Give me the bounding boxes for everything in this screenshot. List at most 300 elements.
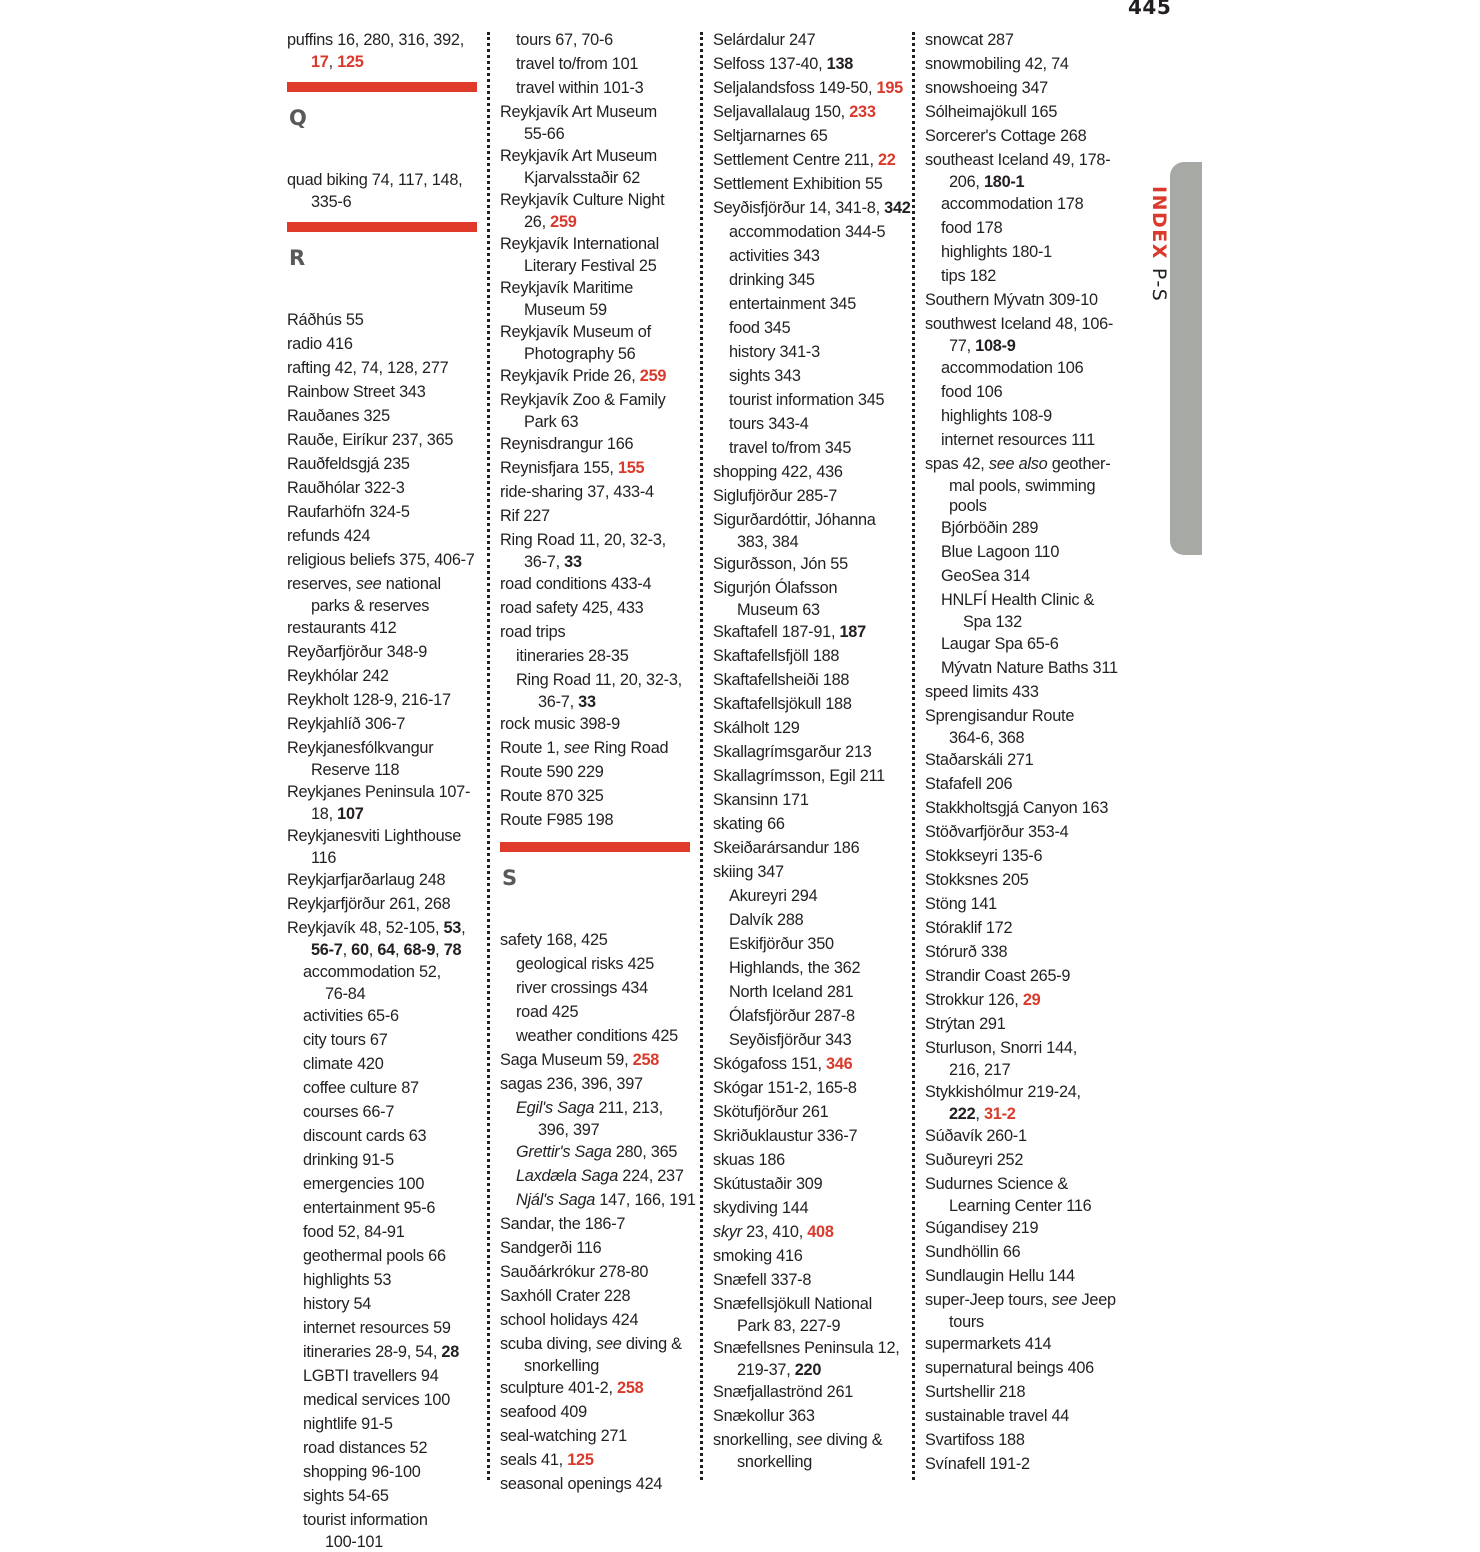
entry-line [500, 388, 705, 412]
entry-text: seals 41, [500, 1451, 568, 1469]
entry-text: Dalvík 288 [729, 911, 804, 929]
entry-line [713, 600, 918, 620]
index-entry [713, 52, 918, 76]
entry-line [713, 1244, 918, 1268]
index-entry [500, 928, 705, 952]
entry-line [500, 1472, 705, 1496]
entry-line [925, 76, 1130, 100]
entry-line [500, 928, 705, 952]
entry-text: itineraries 28-35 [516, 647, 629, 665]
entry-text: Strandir Coast 265-9 [925, 967, 1071, 985]
entry-text: Reynisdrangur 166 [500, 435, 634, 453]
entry-line [287, 1316, 492, 1340]
entry-text: Southern Mývatn 309-10 [925, 291, 1098, 309]
entry-text: Stafafell 206 [925, 775, 1013, 793]
index-subentry [500, 644, 705, 668]
entry-line [287, 192, 492, 212]
entry-text: 26, [524, 213, 551, 231]
entry-line [500, 1400, 705, 1424]
entry-text: Súðavík 260-1 [925, 1127, 1027, 1145]
entry-line [500, 100, 705, 124]
entry-text: Sigurðsson, Jón 55 [713, 555, 848, 573]
index-subentry [925, 380, 1130, 404]
index-subentry [713, 244, 918, 268]
entry-text: Sorcerer's Cottage 268 [925, 127, 1087, 145]
index-entry [500, 1236, 705, 1260]
bold-page-ref: 107 [337, 805, 364, 823]
entry-line [500, 1424, 705, 1448]
index-entry [925, 892, 1130, 916]
entry-text: Rauðhólar 322-3 [287, 479, 405, 497]
entry-text: 36-7, [524, 553, 565, 571]
bold-page-ref: 64 [377, 941, 395, 959]
entry-line [287, 1004, 492, 1028]
index-entry [713, 740, 918, 764]
entry-line [287, 1244, 492, 1268]
entry-text: Saxhóll Crater 228 [500, 1287, 631, 1305]
index-entry [925, 916, 1130, 940]
entry-text: Sundlaugin Hellu 144 [925, 1267, 1075, 1285]
entry-line [713, 1292, 918, 1316]
entry-line [500, 1048, 705, 1072]
index-entry [500, 456, 705, 480]
entry-text: Snæfellsnes Peninsula 12, [713, 1339, 900, 1357]
entry-text: Kjarvalsstaðir 62 [524, 169, 641, 187]
index-subentry [713, 980, 918, 1004]
entry-text: 335-6 [311, 193, 352, 211]
index-entry [713, 1380, 918, 1404]
index-entry [500, 432, 705, 456]
entry-text: weather conditions 425 [516, 1027, 678, 1045]
entry-line [925, 632, 1130, 656]
entry-line [925, 336, 1130, 356]
index-entry [925, 1428, 1130, 1452]
index-entry [287, 640, 492, 664]
entry-text: nightlife 91-5 [303, 1415, 393, 1433]
entry-line [713, 1336, 918, 1360]
entry-text: , [342, 941, 352, 959]
entry-line [713, 812, 918, 836]
entry-line [925, 868, 1130, 892]
entry-line [500, 808, 705, 832]
index-entry [713, 620, 918, 644]
index-subentry [500, 52, 705, 76]
entry-line [500, 1260, 705, 1284]
entry-line [500, 256, 705, 276]
entry-line [925, 1428, 1130, 1452]
entry-line [713, 620, 918, 644]
entry-line [925, 312, 1130, 336]
index-subentry [713, 884, 918, 908]
entry-line [925, 28, 1130, 52]
entry-text: Njál's Saga [516, 1191, 596, 1209]
entry-line [713, 52, 918, 76]
entry-text: internet resources 59 [303, 1319, 451, 1337]
index-subentry [713, 340, 918, 364]
index-column-2 [500, 28, 705, 1496]
entry-line [925, 428, 1130, 452]
entry-line [287, 572, 492, 596]
index-entry [287, 916, 492, 960]
entry-text: coffee culture 87 [303, 1079, 419, 1097]
entry-text: Reykjavík Culture Night [500, 191, 665, 209]
bold-page-ref: 220 [794, 1361, 822, 1379]
entry-text: Ráðhús 55 [287, 311, 364, 329]
index-subentry [287, 1148, 492, 1172]
entry-text: snorkelling, [713, 1431, 797, 1449]
index-subentry [287, 1412, 492, 1436]
index-entry [287, 356, 492, 380]
index-entry [925, 52, 1130, 76]
entry-line [500, 1140, 705, 1164]
index-entry [287, 308, 492, 332]
index-subentry [500, 1164, 705, 1188]
entry-text: Snæfjallaströnd 261 [713, 1383, 854, 1401]
index-entry [500, 276, 705, 320]
entry-line [287, 308, 492, 332]
entry-line [925, 656, 1130, 680]
section-letter: Q [289, 106, 307, 130]
index-entry [925, 148, 1130, 192]
entry-text: 216, 217 [949, 1061, 1011, 1079]
entry-text: Akureyri 294 [729, 887, 818, 905]
entry-line [925, 612, 1130, 632]
entry-line [925, 1148, 1130, 1172]
entry-text: snowcat 287 [925, 31, 1014, 49]
entry-text: Stöng 141 [925, 895, 997, 913]
index-subentry [713, 1004, 918, 1028]
index-entry [713, 764, 918, 788]
entry-text: Grettir's Saga [516, 1143, 612, 1161]
entry-text: mal pools, swimming [949, 477, 1096, 495]
index-entry [500, 100, 705, 144]
index-entry [713, 460, 918, 484]
index-subentry [713, 436, 918, 460]
map-page-ref: 258 [617, 1379, 644, 1397]
entry-text: 36-7, [538, 693, 579, 711]
entry-text: skating 66 [713, 815, 785, 833]
entry-line [713, 388, 918, 412]
entry-text: activities 65-6 [303, 1007, 399, 1025]
entry-text: Laxdæla Saga [516, 1167, 619, 1185]
index-entry [925, 28, 1130, 52]
entry-line [925, 772, 1130, 796]
index-subentry [287, 1484, 492, 1508]
index-entry [713, 100, 918, 124]
entry-text: reserves, [287, 575, 356, 593]
entry-line [500, 1308, 705, 1332]
entry-text: , [435, 941, 444, 959]
index-subentry [500, 1000, 705, 1024]
index-entry [287, 688, 492, 712]
entry-line [713, 1360, 918, 1380]
entry-line [500, 1236, 705, 1260]
entry-line [925, 564, 1130, 588]
entry-line [713, 508, 918, 532]
entry-line [500, 168, 705, 188]
index-entry [713, 1124, 918, 1148]
index-subentry [925, 656, 1130, 680]
entry-line [287, 1388, 492, 1412]
entry-text: Settlement Exhibition 55 [713, 175, 883, 193]
entry-text: Route 870 325 [500, 787, 604, 805]
index-entry [500, 784, 705, 808]
entry-text: Svínafell 191-2 [925, 1455, 1030, 1473]
entry-line [287, 1124, 492, 1148]
entry-text: sagas 236, 396, 397 [500, 1075, 643, 1093]
entry-text: accommodation 344-5 [729, 223, 886, 241]
entry-line [713, 956, 918, 980]
entry-text: Svartifoss 188 [925, 1431, 1025, 1449]
entry-text: Reykjavík Zoo & Family [500, 391, 666, 409]
entry-text: Ring Road 11, 20, 32-3, [500, 531, 666, 549]
entry-text: tours 67, 70-6 [516, 31, 613, 49]
entry-text: radio 416 [287, 335, 353, 353]
index-subentry [713, 388, 918, 412]
index-subentry [713, 956, 918, 980]
entry-text: Sandgerði 116 [500, 1239, 602, 1257]
entry-line [713, 644, 918, 668]
entry-line [287, 804, 492, 824]
index-subentry [287, 1028, 492, 1052]
entry-text: highlights 108-9 [941, 407, 1052, 425]
entry-line [287, 1436, 492, 1460]
index-entry [925, 844, 1130, 868]
entry-text: Ólafsfjörður 287-8 [729, 1007, 855, 1025]
index-entry [500, 572, 705, 596]
entry-text: Skaftafell 187-91, [713, 623, 840, 641]
entry-text: Mývatn Nature Baths 311 [941, 659, 1118, 677]
entry-line [925, 916, 1130, 940]
entry-text: Snækollur 363 [713, 1407, 815, 1425]
index-entry [713, 28, 918, 52]
entry-text: tours 343-4 [729, 415, 809, 433]
entry-text: 116 [311, 849, 337, 867]
index-subentry [500, 76, 705, 100]
entry-text: LGBTI travellers 94 [303, 1367, 439, 1385]
entry-line [713, 1076, 918, 1100]
entry-line [287, 476, 492, 500]
entry-line [925, 148, 1130, 172]
entry-line [500, 952, 705, 976]
entry-line [287, 1100, 492, 1124]
entry-line [713, 412, 918, 436]
entry-text: city tours 67 [303, 1031, 388, 1049]
entry-text: religious beliefs 375, 406-7 [287, 551, 475, 569]
entry-text: Sigurjón Ólafsson [713, 579, 838, 597]
entry-line [713, 1172, 918, 1196]
entry-line [713, 1268, 918, 1292]
entry-text: Reykjahlíð 306-7 [287, 715, 406, 733]
bold-page-ref: 342 [884, 199, 911, 217]
entry-line [500, 1120, 705, 1140]
entry-line [713, 1052, 918, 1076]
entry-text: see [1051, 1291, 1078, 1309]
entry-text: Reykjavík Art Museum [500, 147, 657, 165]
entry-text: snorkelling [524, 1357, 600, 1375]
entry-text: Skógar 151-2, 165-8 [713, 1079, 857, 1097]
index-entry [713, 1076, 918, 1100]
entry-line [287, 1076, 492, 1100]
entry-line [500, 412, 705, 432]
entry-text: tips 182 [941, 267, 997, 285]
entry-line [287, 500, 492, 524]
entry-line [500, 456, 705, 480]
index-entry [713, 1404, 918, 1428]
entry-line [713, 1196, 918, 1220]
index-subentry [925, 588, 1130, 632]
entry-text: Seljalandsfoss 149-50, [713, 79, 877, 97]
entry-line [500, 1096, 705, 1120]
entry-text: snorkelling [737, 1453, 813, 1471]
entry-text: southwest Iceland 48, 106- [925, 315, 1114, 333]
entry-text: Rauðanes 325 [287, 407, 390, 425]
index-entry [925, 1264, 1130, 1288]
section-letter: R [289, 246, 306, 270]
index-subentry [713, 412, 918, 436]
index-entry [287, 332, 492, 356]
entry-text: Siglufjörður 285-7 [713, 487, 838, 505]
entry-text: Reykjavík International [500, 235, 659, 253]
thumb-tab-range: P-S [1148, 267, 1170, 303]
index-entry [713, 1196, 918, 1220]
entry-text: highlights 53 [303, 1271, 392, 1289]
bold-page-ref: 187 [839, 623, 866, 641]
entry-line [287, 1292, 492, 1316]
entry-text: Skaftafellsjökull 188 [713, 695, 852, 713]
page-number: 445 [1128, 0, 1172, 19]
entry-line [500, 480, 705, 504]
index-entry [925, 124, 1130, 148]
index-column-4 [925, 28, 1130, 1476]
entry-line [925, 216, 1130, 240]
entry-line [287, 780, 492, 804]
entry-line [925, 1404, 1130, 1428]
index-entry [925, 680, 1130, 704]
entry-line [500, 668, 705, 692]
index-entry [925, 76, 1130, 100]
entry-line [287, 1268, 492, 1292]
entry-line [287, 616, 492, 640]
index-entry [713, 1052, 918, 1076]
index-entry [287, 616, 492, 640]
entry-line [925, 1080, 1130, 1104]
index-entry [287, 892, 492, 916]
entry-line [500, 344, 705, 364]
index-subentry [713, 932, 918, 956]
entry-line [500, 1332, 705, 1356]
entry-text: Highlands, the 362 [729, 959, 861, 977]
entry-line [925, 356, 1130, 380]
entry-line [713, 316, 918, 340]
entry-text: Skeiðarársandur 186 [713, 839, 860, 857]
map-page-ref: 259 [639, 367, 667, 385]
entry-text: Park 63 [524, 413, 579, 431]
entry-line [925, 264, 1130, 288]
entry-text: Sólheimajökull 165 [925, 103, 1058, 121]
index-subentry [925, 404, 1130, 428]
index-entry [500, 1376, 705, 1400]
entry-text: see [796, 1431, 823, 1449]
entry-line [713, 100, 918, 124]
entry-line [287, 1508, 492, 1532]
index-entry [925, 1036, 1130, 1080]
entry-text: road 425 [516, 1003, 579, 1021]
thumb-tab [1170, 162, 1202, 555]
entry-text: seal-watching 271 [500, 1427, 627, 1445]
index-entry [713, 76, 918, 100]
index-entry [500, 388, 705, 432]
entry-text: Skútustaðir 309 [713, 1175, 823, 1193]
entry-line [500, 976, 705, 1000]
entry-text: courses 66-7 [303, 1103, 395, 1121]
entry-line [925, 1452, 1130, 1476]
index-entry [925, 940, 1130, 964]
index-entry [925, 796, 1130, 820]
entry-text: Route F985 198 [500, 811, 614, 829]
entry-text: 76-84 [325, 985, 366, 1003]
index-subentry [925, 240, 1130, 264]
entry-text: Skriðuklaustur 336-7 [713, 1127, 858, 1145]
entry-text: Skaftafellsheiði 188 [713, 671, 850, 689]
entry-text: 206, [949, 173, 984, 191]
index-entry [287, 824, 492, 868]
index-entry [925, 1240, 1130, 1264]
entry-line [925, 100, 1130, 124]
index-entry [925, 748, 1130, 772]
entry-line [713, 1148, 918, 1172]
entry-line [713, 1220, 918, 1244]
entry-text: school holidays 424 [500, 1311, 639, 1329]
entry-line [925, 1104, 1130, 1124]
index-entry [287, 780, 492, 824]
bold-page-ref: 78 [443, 941, 462, 959]
entry-line [500, 1164, 705, 1188]
index-subentry [287, 1316, 492, 1340]
index-subentry [713, 316, 918, 340]
bold-page-ref: 138 [826, 55, 854, 73]
entry-line [713, 980, 918, 1004]
index-entry [713, 692, 918, 716]
index-entry [500, 364, 705, 388]
entry-text: Raufarhöfn 324-5 [287, 503, 410, 521]
entry-line [713, 1380, 918, 1404]
entry-text: itineraries 28-9, 54, [303, 1343, 442, 1361]
entry-line [713, 1004, 918, 1028]
entry-line [500, 1000, 705, 1024]
index-subentry [713, 364, 918, 388]
index-subentry [925, 216, 1130, 240]
entry-text: Photography 56 [524, 345, 636, 363]
entry-text: Rauðfeldsgjá 235 [287, 455, 410, 473]
entry-line [925, 844, 1130, 868]
entry-text: 23, 410, [741, 1223, 808, 1241]
entry-line [925, 476, 1130, 496]
entry-text: super-Jeep tours, [925, 1291, 1052, 1309]
thumb-tab-label [1148, 186, 1170, 302]
index-entry [713, 860, 918, 884]
entry-text: emergencies 100 [303, 1175, 425, 1193]
index-entry [287, 548, 492, 572]
section-bar [500, 842, 690, 852]
index-entry [925, 1356, 1130, 1380]
index-entry [925, 820, 1130, 844]
entry-text: drinking 91-5 [303, 1151, 394, 1169]
entry-line [287, 1484, 492, 1508]
entry-line [713, 220, 918, 244]
index-subentry [287, 1220, 492, 1244]
index-entry [500, 808, 705, 832]
